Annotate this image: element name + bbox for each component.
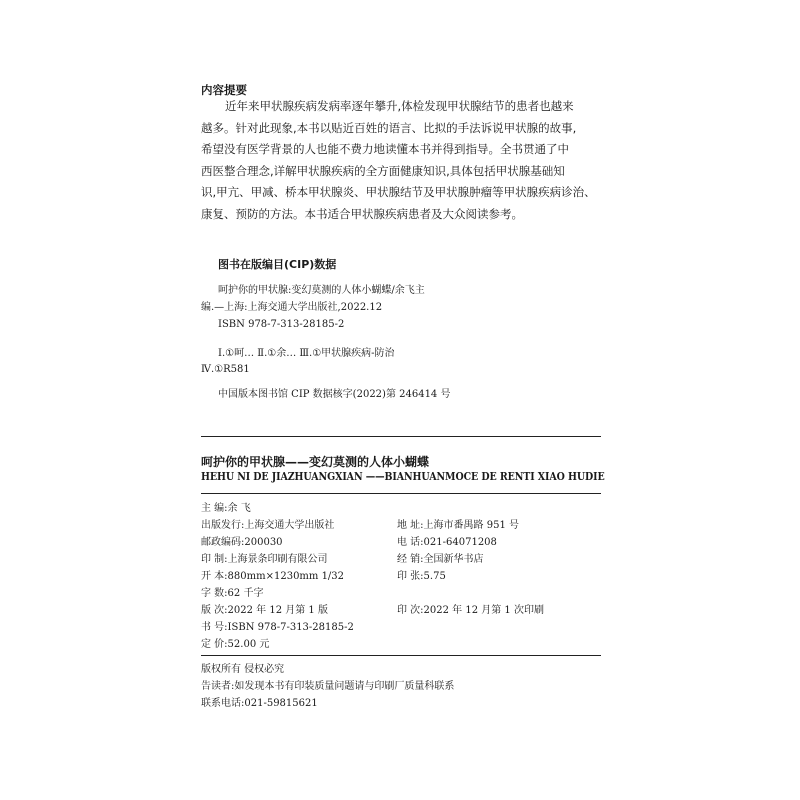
abstract-line: 近年来甲状腺疾病发病率逐年攀升,体检发现甲状腺结节的患者也越来 [225, 99, 574, 113]
imprint-printer: 印 制:上海景条印刷有限公司 [201, 554, 328, 565]
imprint-printing: 印 次:2022 年 12 月第 1 次印刷 [397, 605, 544, 616]
cip-classification: Ⅰ.①呵… Ⅱ.①余… Ⅲ.①甲状腺疾病-防治 [218, 348, 395, 359]
imprint-editor: 主 编:余 飞 [201, 503, 251, 514]
rights-notice: 版权所有 侵权必究 [201, 664, 285, 675]
cip-classification: Ⅳ.①R581 [201, 364, 250, 375]
cip-line: 编.—上海:上海交通大学出版社,2022.12 [201, 302, 383, 313]
cip-line: 呵护你的甲状腺:变幻莫测的人体小蝴蝶/余飞主 [218, 285, 425, 296]
abstract-body [201, 96, 601, 225]
imprint-isbn: 书 号:ISBN 978-7-313-28185-2 [201, 622, 354, 633]
imprint-format: 开 本:880mm×1230mm 1/32 [201, 571, 345, 582]
cip-isbn: ISBN 978-7-313-28185-2 [218, 319, 345, 330]
imprint-row [201, 500, 601, 517]
abstract-line: 识,甲亢、甲减、桥本甲状腺炎、甲状腺结节及甲状腺肿瘤等甲状腺疾病诊治、 [201, 185, 596, 199]
imprint-row [201, 517, 601, 534]
imprint-postcode: 邮政编码:200030 [201, 537, 283, 548]
imprint-row [201, 636, 601, 653]
imprint-row [201, 568, 601, 585]
imprint-distributor: 经 销:全国新华书店 [397, 554, 484, 565]
imprint-row [201, 602, 601, 619]
imprint-row [201, 585, 601, 602]
imprint-row [201, 551, 601, 568]
divider [201, 655, 601, 656]
abstract-title: 内容提要 [201, 83, 247, 97]
contact-phone: 联系电话:021-59815621 [201, 698, 318, 709]
imprint-phone: 电 话:021-64071208 [397, 537, 497, 548]
abstract-line: 康复、预防的方法。本书适合甲状腺疾病患者及大众阅读参考。 [201, 206, 523, 221]
imprint-publisher: 出版发行:上海交通大学出版社 [201, 520, 335, 531]
imprint-words: 字 数:62 千字 [201, 588, 264, 599]
imprint-address: 地 址:上海市番禺路 951 号 [397, 520, 519, 531]
divider [201, 436, 601, 437]
abstract-line: 希望没有医学背景的人也能不费力地读懂本书并得到指导。全书贯通了中 [201, 142, 569, 156]
imprint-row [201, 534, 601, 551]
imprint-price: 定 价:52.00 元 [201, 639, 270, 650]
imprint-edition: 版 次:2022 年 12 月第 1 版 [201, 605, 328, 616]
reader-notice: 告读者:如发现本书有印装质量问题请与印刷厂质量科联系 [201, 681, 455, 692]
abstract-line: 越多。针对此现象,本书以贴近百姓的语言、比拟的手法诉说甲状腺的故事, [201, 120, 577, 135]
abstract-line: 西医整合理念,详解甲状腺疾病的全方面健康知识,具体包括甲状腺基础知 [201, 163, 565, 178]
imprint-row [201, 619, 601, 636]
imprint-sheets: 印 张:5.75 [397, 571, 446, 582]
book-title-pinyin: HEHU NI DE JIAZHUANGXIAN ——BIANHUANMOCE DE RENTI XIAO HUDIE [201, 470, 605, 483]
cip-verify-number: 中国版本图书馆 CIP 数据核字(2022)第 246414 号 [218, 389, 451, 400]
cip-title: 图书在版编目(CIP)数据 [218, 258, 337, 271]
book-title-chinese: 呵护你的甲状腺——变幻莫测的人体小蝴蝶 [201, 455, 430, 469]
divider [201, 493, 601, 494]
